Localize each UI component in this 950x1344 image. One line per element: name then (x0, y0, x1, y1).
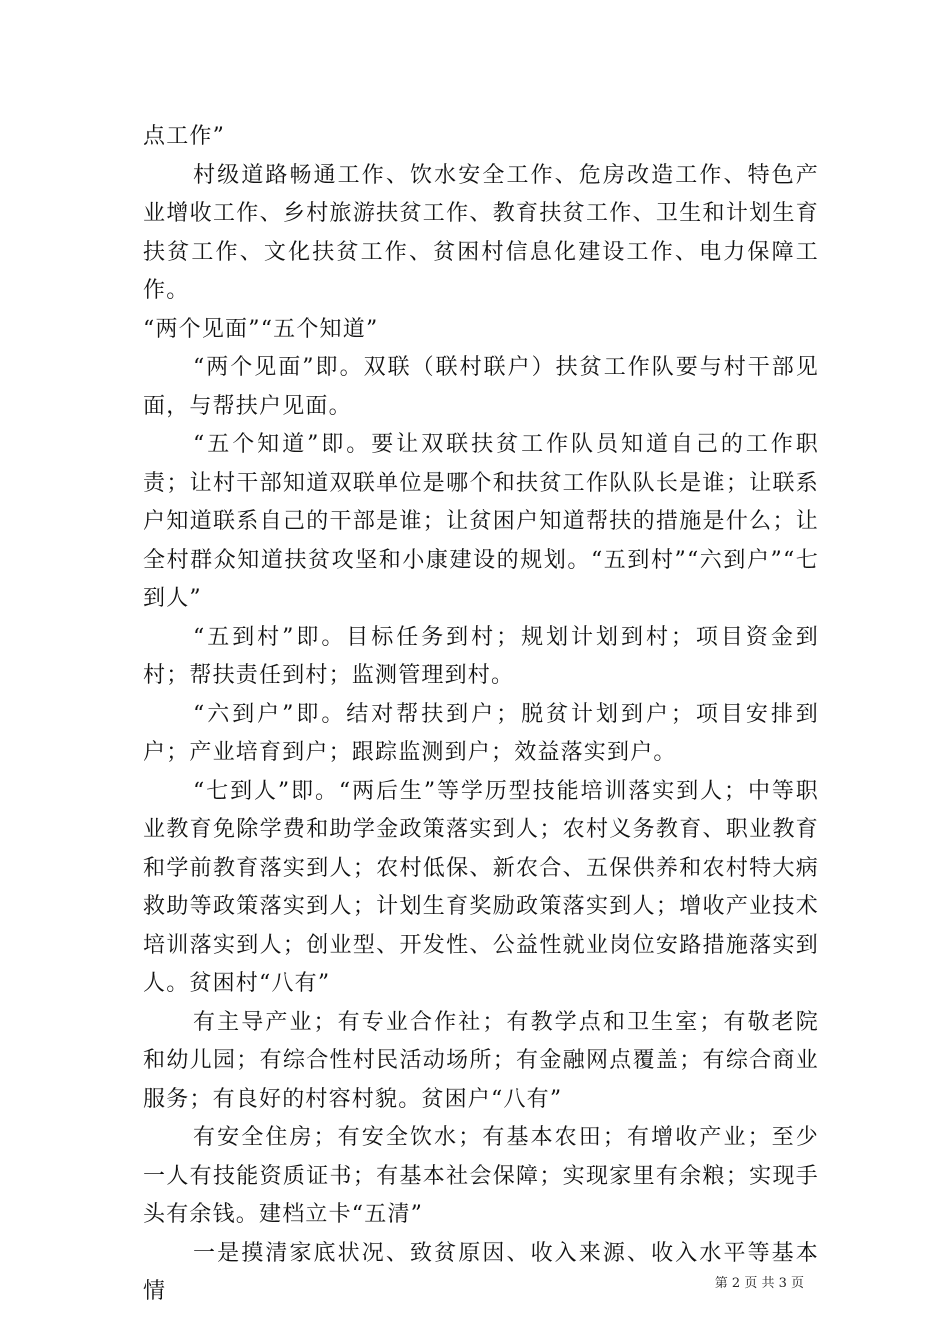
paragraph: 有安全住房；有安全饮水；有基本农田；有增收产业；至少一人有技能资质证书；有基本社会保障；实现家里有余粮；实现手头有余钱。建档立卡“五清” (143, 1125, 819, 1227)
paragraph: 村级道路畅通工作、饮水安全工作、危房改造工作、特色产业增收工作、乡村旅游扶贫工作、教育扶贫工作、卫生和计划生育扶贫工作、文化扶贫工作、贫困村信息化建设工作、电力保障工作。 (143, 162, 819, 303)
paragraph: 点工作” (143, 124, 226, 149)
page-number-footer: 第 2 页 共 3 页 (714, 1276, 804, 1291)
paragraph: 有主导产业；有专业合作社；有教学点和卫生室；有敬老院和幼儿园；有综合性村民活动场所；有金融网点覆盖；有综合商业服务；有良好的村容村貌。贫困户“八有” (143, 1009, 819, 1112)
paragraph: “七到人”即。“两后生”等学历型技能培训落实到人；中等职业教育免除学费和助学金政策落实到人；农村义务教育、职业教育和学前教育落实到人；农村低保、新农合、五保供养和农村特大病救助等政策落实到人；计划生育奖励政策落实到人；增收产业技术培训落实到人；创业型、开发性、公益性就业岗位安路措施落实到人。贫困村“八有” (143, 778, 819, 996)
paragraph: “五个知道”即。要让双联扶贫工作队员知道自己的工作职责；让村干部知道双联单位是哪个和扶贫工作队队长是谁；让联系户知道联系自己的干部是谁；让贫困户知道帮扶的措施是什么；让全村群众知道扶贫攻坚和小康建设的规划。“五到村”“六到户”“七到人” (143, 432, 819, 611)
paragraph: “两个见面”即。双联（联村联户）扶贫工作队要与村干部见面，与帮扶户见面。 (143, 355, 819, 419)
document-body (143, 118, 819, 1312)
paragraph: “六到户”即。结对帮扶到户；脱贫计划到户；项目安排到户；产业培育到户；跟踪监测到户；效益落实到户。 (143, 701, 819, 765)
paragraph: “五到村”即。目标任务到村；规划计划到村；项目资金到村；帮扶责任到村；监测管理到村。 (143, 624, 819, 688)
paragraph: 一是摸清家底状况、致贫原因、收入来源、收入水平等基本情 (143, 1240, 819, 1304)
paragraph: “两个见面”“五个知道” (143, 316, 379, 342)
